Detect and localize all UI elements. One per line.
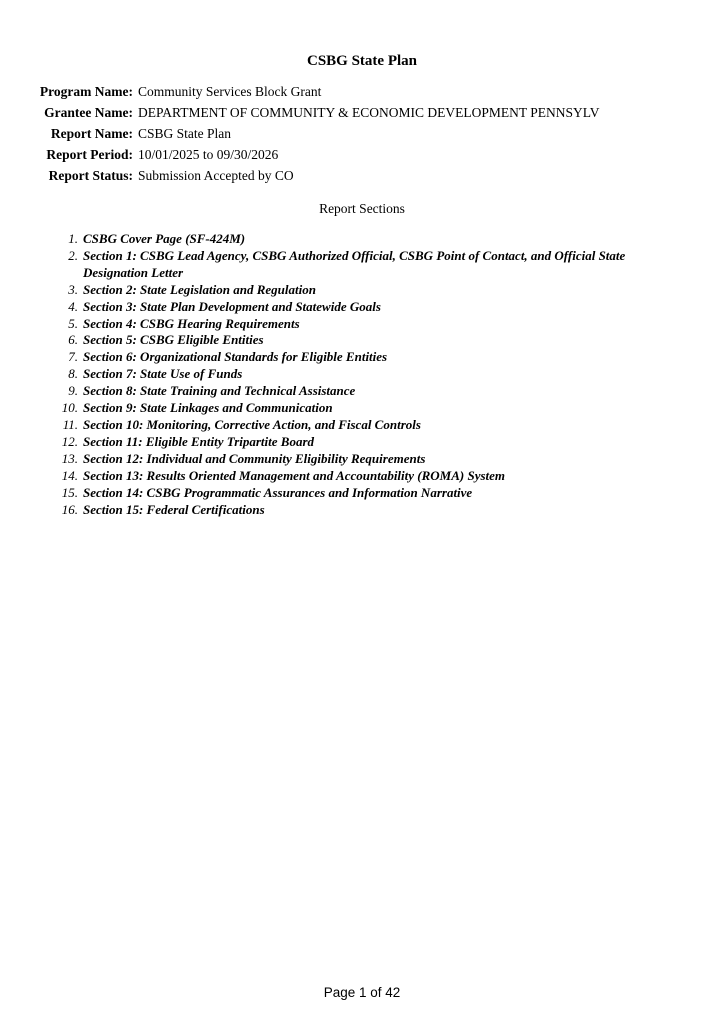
section-list-item xyxy=(54,383,666,400)
item-number: 10. xyxy=(61,400,78,416)
section-list-item xyxy=(54,434,666,451)
item-number: 5. xyxy=(68,315,78,331)
item-title: Section 4: CSBG Hearing Requirements xyxy=(83,315,300,331)
item-number: 1. xyxy=(68,231,78,246)
item-number: 11. xyxy=(62,416,78,432)
section-list-item xyxy=(54,451,666,468)
item-title: Section 15: Federal Certifications xyxy=(83,501,265,517)
report-info xyxy=(0,82,700,187)
item-title: Section 5: CSBG Eligible Entities xyxy=(83,332,264,348)
info-label-report-period: Report Period: xyxy=(46,146,133,162)
section-list-item xyxy=(54,485,666,502)
section-list-item xyxy=(54,231,666,248)
item-title: Section 13: Results Oriented Management and Accountability (ROMA) System xyxy=(83,467,506,483)
item-title: Section 1: CSBG Lead Agency, CSBG Authorized Official, CSBG Point of Contact, and Official State Designation Letter xyxy=(83,247,626,280)
item-number: 2. xyxy=(68,247,78,263)
item-number: 6. xyxy=(68,332,78,348)
section-list-item xyxy=(54,248,666,282)
item-number: 8. xyxy=(68,366,78,382)
item-title: Section 10: Monitoring, Corrective Action, and Fiscal Controls xyxy=(83,416,421,432)
item-number: 16. xyxy=(61,501,78,517)
info-value-grantee-name: DEPARTMENT OF COMMUNITY & ECONOMIC DEVELOPMENT PENNSYLV xyxy=(138,104,600,120)
section-list-item xyxy=(54,349,666,366)
section-list-item xyxy=(54,502,666,519)
report-sections-heading: Report Sections xyxy=(319,201,405,216)
report-sections-list xyxy=(54,231,666,518)
item-title: Section 14: CSBG Programmatic Assurances and Information Narrative xyxy=(83,484,473,500)
item-title: Section 3: State Plan Development and Statewide Goals xyxy=(83,298,381,314)
info-value-report-period: 10/01/2025 to 09/30/2026 xyxy=(138,146,279,162)
info-value-report-status: Submission Accepted by CO xyxy=(138,167,294,183)
info-value-program-name: Community Services Block Grant xyxy=(138,84,322,99)
item-title: Section 7: State Use of Funds xyxy=(83,366,243,382)
section-list-item xyxy=(54,282,666,299)
section-list-item xyxy=(54,417,666,434)
page-title: CSBG State Plan xyxy=(306,53,417,69)
section-list-item xyxy=(54,400,666,417)
section-list-item xyxy=(54,468,666,485)
item-number: 14. xyxy=(61,467,78,483)
info-label-program-name: Program Name: xyxy=(39,84,133,99)
info-value-report-name: CSBG State Plan xyxy=(138,125,232,141)
item-title: Section 8: State Training and Technical Assistance xyxy=(83,383,356,399)
section-list-item xyxy=(54,366,666,383)
section-list-item xyxy=(54,332,666,349)
item-title: Section 6: Organizational Standards for Eligible Entities xyxy=(83,349,388,365)
info-label-report-status: Report Status: xyxy=(48,167,133,183)
page-footer: Page 1 of 42 xyxy=(323,985,401,1000)
item-title: Section 2: State Legislation and Regulation xyxy=(83,281,316,297)
item-number: 3. xyxy=(68,281,78,297)
item-number: 12. xyxy=(61,433,78,449)
info-label-report-name: Report Name: xyxy=(50,125,133,141)
section-list-item xyxy=(54,316,666,333)
item-title: Section 9: State Linkages and Communication xyxy=(83,400,333,416)
item-number: 4. xyxy=(68,298,78,314)
item-number: 7. xyxy=(68,349,78,365)
item-title: CSBG Cover Page (SF-424M) xyxy=(83,231,246,246)
item-number: 9. xyxy=(68,383,78,399)
item-number: 13. xyxy=(61,450,78,466)
section-list-item xyxy=(54,299,666,316)
info-label-grantee-name: Grantee Name: xyxy=(44,104,133,120)
item-title: Section 12: Individual and Community Eligibility Requirements xyxy=(83,450,426,466)
item-number: 15. xyxy=(61,484,78,500)
item-title: Section 11: Eligible Entity Tripartite Board xyxy=(83,433,315,449)
